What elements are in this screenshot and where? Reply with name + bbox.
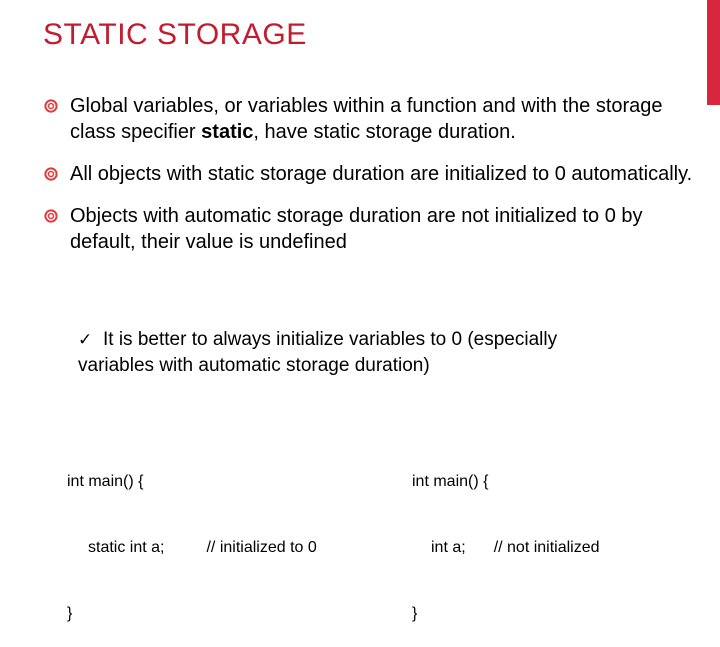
code-line-declaration: [412, 537, 600, 559]
code-example-static: [67, 427, 317, 647]
automatic-comment: // not initialized: [493, 539, 600, 556]
bullet-automatic-storage: [43, 203, 693, 255]
check-mark-icon: ✓: [78, 330, 93, 349]
code-line-open: int main() {: [412, 473, 489, 490]
code-line-close: }: [67, 605, 73, 622]
swirl-bullet-icon: [44, 167, 58, 181]
sub-bullet-line-one: It is better to always initialize variables to 0 (especially: [103, 329, 558, 350]
bullet-global-variables: [43, 93, 693, 145]
bullet-text-global-variables: [70, 95, 663, 143]
bullet-text-suffix: , have static storage duration.: [253, 121, 516, 143]
bullet-text-static-initialization: All objects with static storage duration are initialized to 0 automatically.: [70, 163, 693, 185]
bullet-text-automatic-storage: Objects with automatic storage duration are not initialized to 0 by default, their value is undefined: [70, 205, 643, 253]
sub-bullet-line-two: variables with automatic storage duration): [78, 355, 430, 376]
static-comment: // initialized to 0: [206, 539, 317, 556]
swirl-bullet-icon: [44, 99, 58, 113]
bullet-text-prefix: Global variables, or variables within a function and with the storage class specifier: [70, 95, 663, 143]
code-line-open: int main() {: [67, 473, 144, 490]
automatic-declaration: int a;: [431, 539, 466, 556]
code-line-close: }: [412, 605, 418, 622]
slide-title: STATIC STORAGE: [43, 18, 307, 51]
sub-bullet-recommendation: [78, 327, 668, 379]
bullet-static-initialization: [43, 161, 693, 187]
static-declaration: static int a;: [88, 539, 165, 556]
code-example-automatic: [412, 427, 600, 647]
code-line-declaration: [67, 537, 317, 559]
red-accent-bar: [707, 0, 720, 105]
static-keyword: static: [201, 121, 254, 143]
bullet-list: [43, 93, 693, 255]
swirl-bullet-icon: [44, 209, 58, 223]
